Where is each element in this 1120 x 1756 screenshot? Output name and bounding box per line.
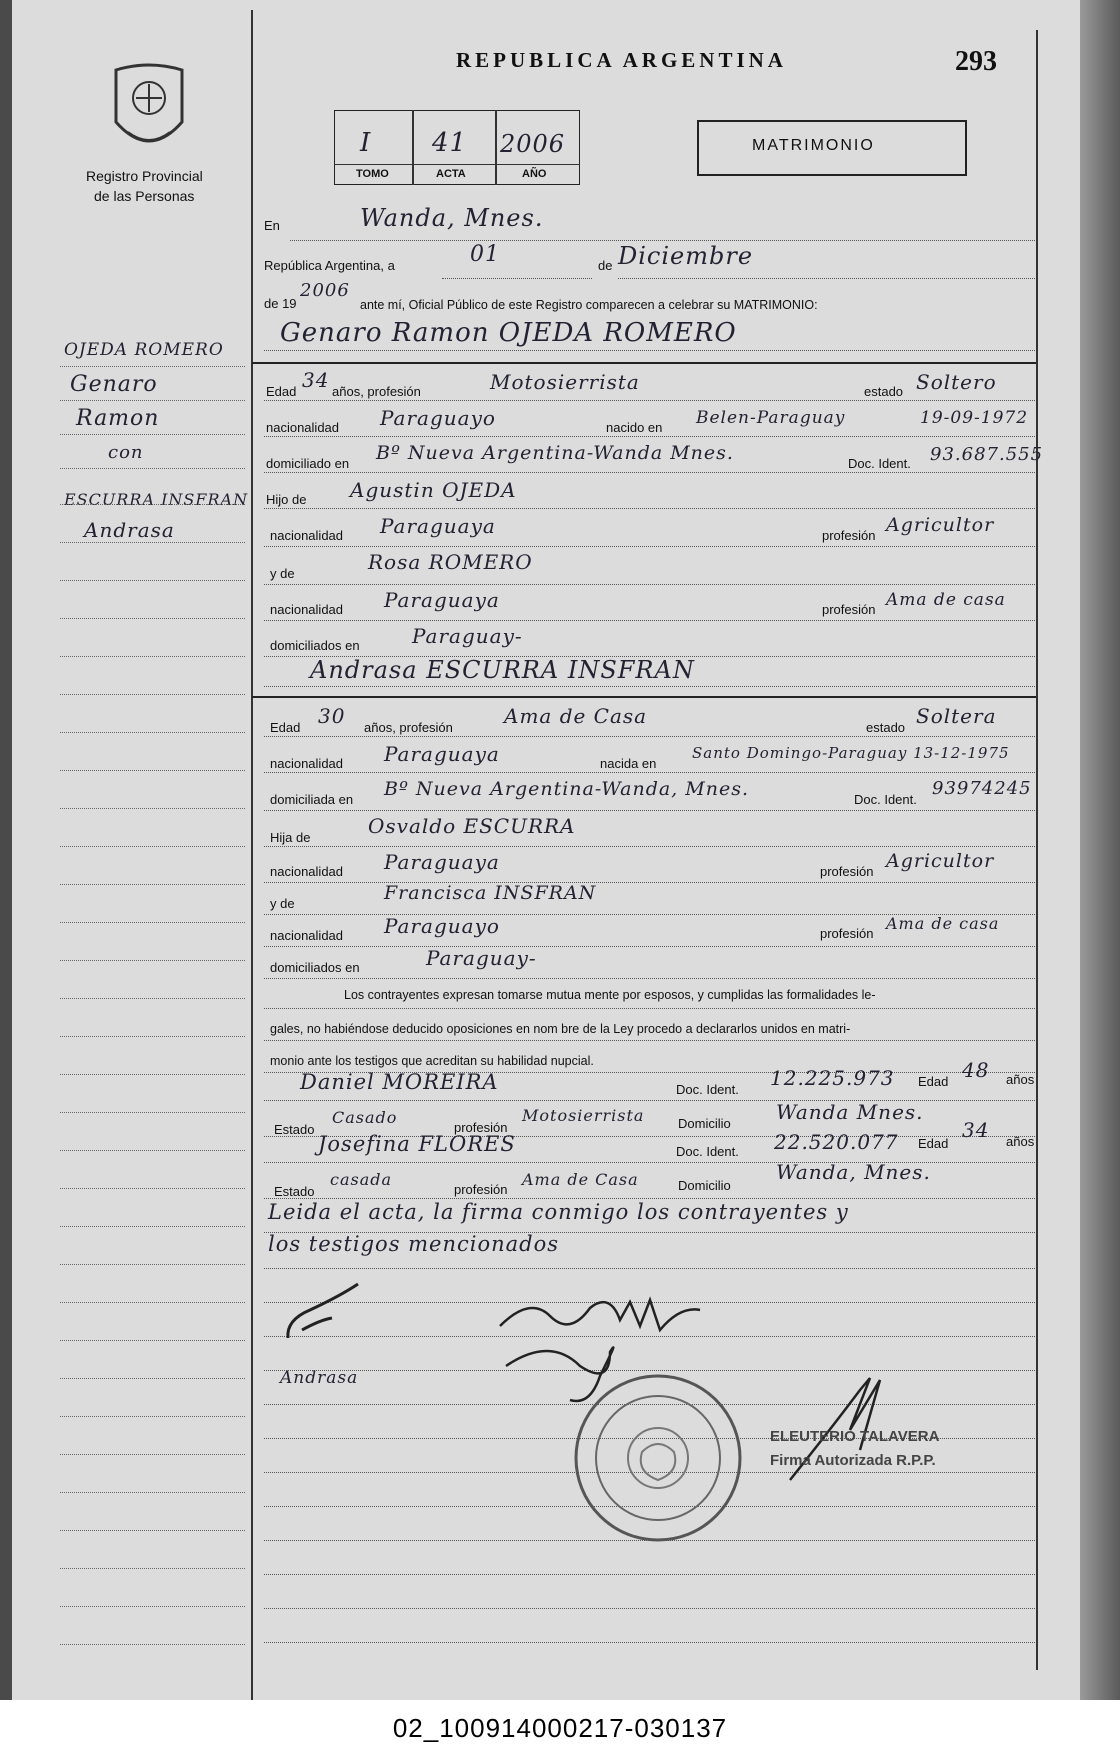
section-rule xyxy=(252,696,1036,698)
witness2-dom-label: Domicilio xyxy=(678,1178,731,1193)
dotted-line xyxy=(264,1198,1035,1199)
margin-dotted-line xyxy=(60,1530,245,1531)
dotted-line xyxy=(264,810,1035,811)
margin-dotted-line xyxy=(60,1150,245,1151)
closing-line-2: los testigos mencionados xyxy=(268,1232,560,1256)
dotted-line xyxy=(264,400,1035,401)
margin-with: con xyxy=(108,442,144,463)
margin-dotted-line xyxy=(60,580,245,581)
groom-mother-prof: Ama de casa xyxy=(886,590,1006,610)
dotted-line xyxy=(264,546,1035,547)
groom-doc: 93.687.555 xyxy=(930,444,1044,465)
margin-dotted-line xyxy=(60,1492,245,1493)
signature-icon xyxy=(280,1280,370,1350)
witness2-profession: Ama de Casa xyxy=(522,1170,639,1189)
groom-mother-nat-label: nacionalidad xyxy=(270,602,344,617)
margin-dotted-line xyxy=(60,1454,245,1455)
bride-status: Soltera xyxy=(916,704,997,728)
margin-dotted-line xyxy=(60,1340,245,1341)
bride-father-nat-label: nacionalidad xyxy=(270,864,344,879)
bride-signature: Andrasa xyxy=(280,1368,359,1388)
margin-dotted-line xyxy=(60,808,245,809)
margin-dotted-line xyxy=(60,504,245,505)
witness1-status: Casado xyxy=(332,1108,398,1127)
closing-line-1: Leida el acta, la firma conmigo los contrayentes y xyxy=(268,1200,849,1224)
stamp-officer: ELEUTERIO TALAVERA xyxy=(770,1428,940,1445)
groom-dom-label: domiciliado en xyxy=(266,456,350,471)
dotted-line xyxy=(264,978,1035,979)
groom-father-nat-label: nacionalidad xyxy=(270,528,344,543)
margin-dotted-line xyxy=(60,468,245,469)
groom-parents-address: Paraguay- xyxy=(412,624,523,648)
groom-status-label: estado xyxy=(864,384,904,399)
witness1-address: Wanda Mnes. xyxy=(776,1100,924,1124)
declaration-line-1: Los contrayentes expresan tomarse mutua mente por esposos, y cumplidas las formalidades le- xyxy=(344,988,876,1002)
republic-label: República Argentina, a xyxy=(264,258,395,273)
dotted-line xyxy=(264,882,1035,883)
margin-dotted-line xyxy=(60,998,245,999)
bride-nat-label: nacionalidad xyxy=(270,756,344,771)
margin-dotted-line xyxy=(60,1644,245,1645)
dotted-line xyxy=(264,772,1035,773)
margin-dotted-line xyxy=(60,846,245,847)
margin-dotted-line xyxy=(60,1036,245,1037)
groom-age: 34 xyxy=(302,368,330,392)
witness2-doc-label: Doc. Ident. xyxy=(676,1144,739,1159)
page-number: 293 xyxy=(955,46,997,77)
witness1-prof-label: profesión xyxy=(454,1120,508,1135)
margin-dotted-line xyxy=(60,960,245,961)
groom-prof-label: años, profesión xyxy=(332,384,421,399)
and-of-label: y de xyxy=(270,566,295,581)
dotted-line xyxy=(618,278,1035,279)
groom-mother-nat: Paraguaya xyxy=(384,588,500,612)
groom-profession: Motosierrista xyxy=(490,370,640,394)
acta-label: ACTA xyxy=(436,168,466,180)
margin-bride-name: Andrasa xyxy=(84,518,175,542)
margin-dotted-line xyxy=(60,1264,245,1265)
groom-father-prof: Agricultor xyxy=(886,514,995,536)
margin-dotted-line xyxy=(60,1112,245,1113)
image-caption: 02_100914000217-030137 xyxy=(0,1700,1120,1756)
margin-dotted-line xyxy=(60,1302,245,1303)
margin-name-1: Genaro xyxy=(70,372,158,397)
witness2-years: años xyxy=(1006,1134,1035,1149)
place-value: Wanda, Mnes. xyxy=(360,204,544,232)
acta-value: 41 xyxy=(432,128,468,158)
margin-dotted-line xyxy=(60,400,245,401)
bride-father: Osvaldo ESCURRA xyxy=(368,814,576,838)
margin-dotted-line xyxy=(60,1188,245,1189)
witness2-status: casada xyxy=(330,1170,393,1189)
margin-rule xyxy=(251,10,253,1700)
margin-dotted-line xyxy=(60,1416,245,1417)
right-rule xyxy=(1036,30,1038,1670)
dotted-line xyxy=(290,240,1035,241)
dotted-line xyxy=(264,736,1035,737)
dotted-line xyxy=(264,620,1035,621)
margin-name-2: Ramon xyxy=(76,406,160,431)
witness2-age: 34 xyxy=(962,1118,990,1142)
dotted-line xyxy=(264,1268,1035,1269)
ano-value: 2006 xyxy=(500,130,566,158)
bride-dom-label: domiciliada en xyxy=(270,792,354,807)
day-value: 01 xyxy=(470,242,500,267)
groom-father-nat: Paraguaya xyxy=(380,514,496,538)
margin-dotted-line xyxy=(60,434,245,435)
dotted-line xyxy=(264,946,1035,947)
margin-dotted-line xyxy=(60,770,245,771)
witness1-profession: Motosierrista xyxy=(522,1106,645,1125)
bride-father-nat: Paraguaya xyxy=(384,850,500,874)
dotted-line xyxy=(264,584,1035,585)
margin-dotted-line xyxy=(60,656,245,657)
bride-profession: Ama de Casa xyxy=(504,704,648,728)
margin-dotted-line xyxy=(60,922,245,923)
witness1-doc: 12.225.973 xyxy=(770,1066,895,1090)
registry-name-2: de las Personas xyxy=(94,188,195,204)
declaration-line-2: gales, no habiéndose deducido oposiciones en nom bre de la Ley procedo a declararlos unidos en matri- xyxy=(270,1022,851,1036)
record-id-divider xyxy=(495,110,497,185)
groom-birthplace: Belen-Paraguay xyxy=(696,408,846,428)
witness2-name: Josefina FLORES xyxy=(318,1132,516,1156)
dotted-line xyxy=(264,1642,1035,1643)
year-prefix: de 19 xyxy=(264,296,297,311)
groom-nationality: Paraguayo xyxy=(380,406,496,430)
groom-parents-dom-label: domiciliados en xyxy=(270,638,360,653)
record-id-rule xyxy=(334,164,580,165)
groom-address: Bº Nueva Argentina-Wanda Mnes. xyxy=(376,442,734,464)
daughter-of-label: Hija de xyxy=(270,830,311,845)
groom-mother-prof-label: profesión xyxy=(822,602,876,617)
dotted-line xyxy=(264,472,1035,473)
dotted-line xyxy=(264,436,1035,437)
tomo-value: I xyxy=(360,128,372,158)
section-rule xyxy=(252,362,1036,364)
witness2-age-label: Edad xyxy=(918,1136,949,1151)
witness1-age: 48 xyxy=(962,1058,990,1082)
margin-surname: OJEDA ROMERO xyxy=(64,340,224,360)
month-value: Diciembre xyxy=(618,242,754,270)
groom-born-label: nacido en xyxy=(606,420,663,435)
bride-nationality: Paraguaya xyxy=(384,742,500,766)
groom-age-label: Edad xyxy=(266,384,297,399)
dotted-line xyxy=(264,1008,1035,1009)
dotted-line xyxy=(264,350,1035,351)
dotted-line xyxy=(264,846,1035,847)
bride-mother-prof-label: profesión xyxy=(820,926,874,941)
bride-address: Bº Nueva Argentina-Wanda, Mnes. xyxy=(384,778,749,800)
groom-father: Agustin OJEDA xyxy=(350,478,517,502)
stamp-role: Firma Autorizada R.P.P. xyxy=(770,1452,936,1469)
bride-mother-nat-label: nacionalidad xyxy=(270,928,344,943)
margin-dotted-line xyxy=(60,542,245,543)
registry-name: Registro Provincial xyxy=(86,168,203,184)
doc-type: MATRIMONIO xyxy=(752,137,875,154)
en-label: En xyxy=(264,218,280,233)
bride-name: Andrasa ESCURRA INSFRAN xyxy=(310,656,695,684)
dotted-line xyxy=(264,1608,1035,1609)
witness1-name: Daniel MOREIRA xyxy=(300,1070,499,1094)
dotted-line xyxy=(264,508,1035,509)
margin-dotted-line xyxy=(60,366,245,367)
bride-age-label: Edad xyxy=(270,720,301,735)
groom-name: Genaro Ramon OJEDA ROMERO xyxy=(280,318,737,348)
dotted-line xyxy=(264,1040,1035,1041)
margin-bride-surname: ESCURRA INSFRAN xyxy=(64,490,249,509)
witness1-status-label: Estado xyxy=(274,1122,315,1137)
year-value: 2006 xyxy=(300,280,350,301)
bride-status-label: estado xyxy=(866,720,906,735)
tomo-label: TOMO xyxy=(356,168,389,180)
bride-mother-nat: Paraguayo xyxy=(384,914,500,938)
page-edge xyxy=(1080,0,1120,1700)
margin-dotted-line xyxy=(60,1378,245,1379)
ano-label: AÑO xyxy=(522,168,547,180)
appearance-text: ante mí, Oficial Público de este Registro comparecen a celebrar su MATRIMONIO: xyxy=(360,298,818,312)
groom-status: Soltero xyxy=(916,370,997,394)
dotted-line xyxy=(442,278,592,279)
son-of-label: Hijo de xyxy=(266,492,307,507)
dotted-line xyxy=(264,686,1035,687)
province-seal-icon xyxy=(108,62,190,158)
witness1-dom-label: Domicilio xyxy=(678,1116,731,1131)
bride-born-label: nacida en xyxy=(600,756,657,771)
dotted-line xyxy=(264,1574,1035,1575)
and-of-label: y de xyxy=(270,896,295,911)
margin-dotted-line xyxy=(60,618,245,619)
margin-dotted-line xyxy=(60,1568,245,1569)
bride-parents-dom-label: domiciliados en xyxy=(270,960,360,975)
de-label: de xyxy=(598,258,613,273)
bride-doc: 93974245 xyxy=(932,778,1032,799)
bride-parents-address: Paraguay- xyxy=(426,946,537,970)
bride-mother-prof: Ama de casa xyxy=(886,914,1000,933)
declaration-line-3: monio ante los testigos que acreditan su habilidad nupcial. xyxy=(270,1054,594,1068)
record-id-divider xyxy=(412,110,414,185)
margin-dotted-line xyxy=(60,694,245,695)
margin-dotted-line xyxy=(60,1606,245,1607)
country-heading: REPUBLICA ARGENTINA xyxy=(456,48,787,72)
witness2-prof-label: profesión xyxy=(454,1182,508,1197)
bride-doc-label: Doc. Ident. xyxy=(854,792,917,807)
groom-father-prof-label: profesión xyxy=(822,528,876,543)
margin-dotted-line xyxy=(60,732,245,733)
margin-dotted-line xyxy=(60,1226,245,1227)
official-seal-icon xyxy=(572,1372,744,1544)
bride-age: 30 xyxy=(318,704,346,728)
groom-doc-label: Doc. Ident. xyxy=(848,456,911,471)
bride-mother: Francisca INSFRAN xyxy=(384,882,597,904)
witness2-address: Wanda, Mnes. xyxy=(776,1160,931,1184)
groom-nat-label: nacionalidad xyxy=(266,420,340,435)
witness2-doc: 22.520.077 xyxy=(774,1130,899,1154)
margin-dotted-line xyxy=(60,1074,245,1075)
witness1-years: años xyxy=(1006,1072,1035,1087)
groom-mother: Rosa ROMERO xyxy=(368,550,533,574)
witness1-age-label: Edad xyxy=(918,1074,949,1089)
groom-birthdate: 19-09-1972 xyxy=(920,408,1029,428)
margin-dotted-line xyxy=(60,884,245,885)
bride-father-prof-label: profesión xyxy=(820,864,874,879)
bride-father-prof: Agricultor xyxy=(886,850,995,872)
witness2-status-label: Estado xyxy=(274,1184,315,1199)
bride-prof-label: años, profesión xyxy=(364,720,453,735)
witness1-doc-label: Doc. Ident. xyxy=(676,1082,739,1097)
bride-birthplace: Santo Domingo-Paraguay 13-12-1975 xyxy=(692,744,1010,762)
